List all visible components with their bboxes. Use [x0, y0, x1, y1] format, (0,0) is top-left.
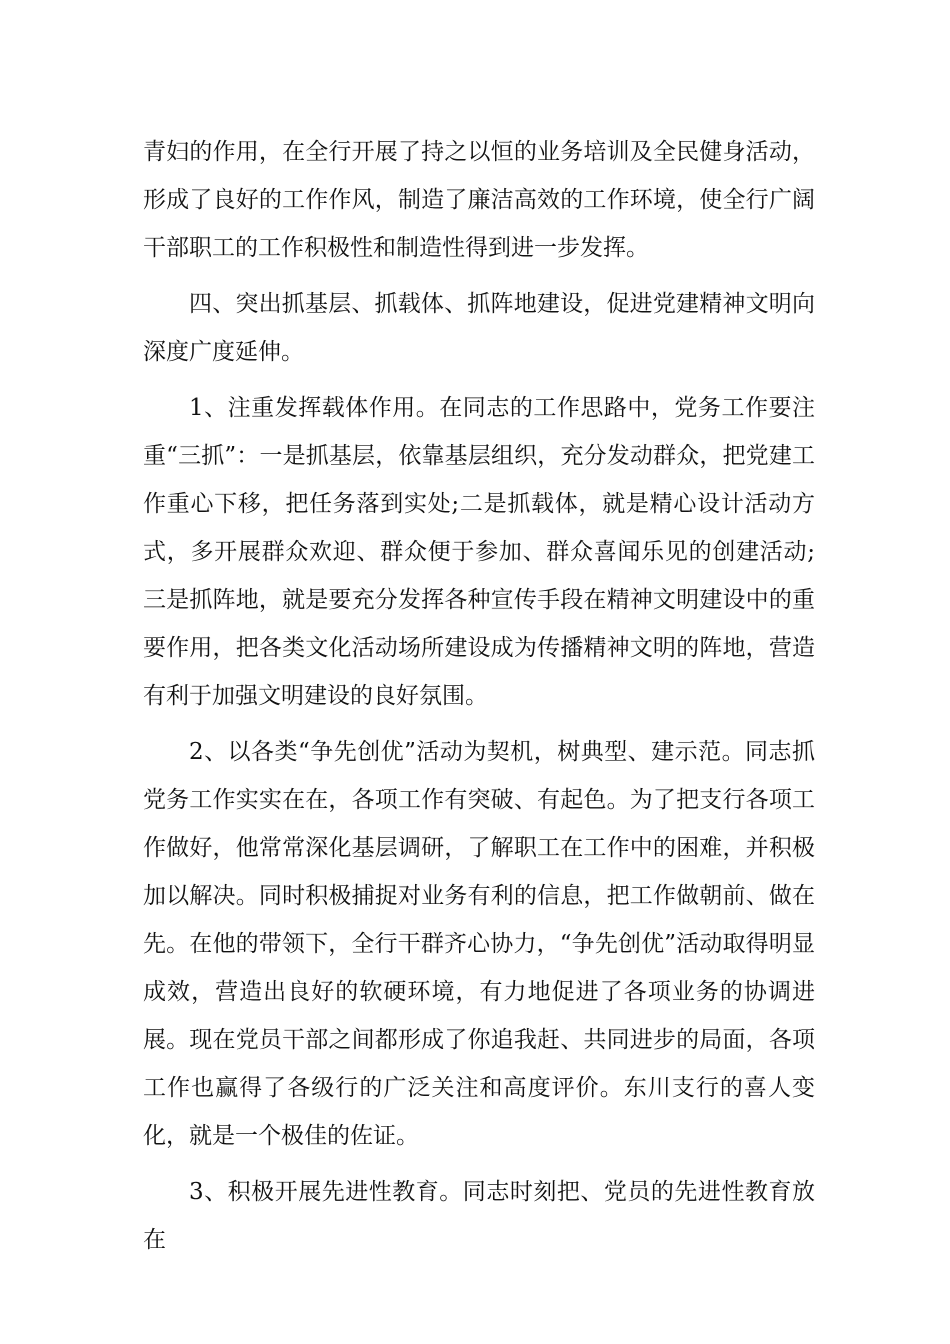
- document-page: [143, 128, 815, 1272]
- paragraph-item-3: 3、积极开展先进性教育。同志时刻把、党员的先进性教育放在: [143, 1179, 815, 1253]
- paragraph-item-1: 1、注重发挥载体作用。在同志的工作思路中，党务工作要注重“三抓”：一是抓基层，依靠基层组织，充分发动群众，把党建工作重心下移，把任务落到实处;二是抓载体，就是精心设计活动方式，多开展群众欢迎、群众便于参加、群众喜闻乐见的创建活动;三是抓阵地，就是要充分发挥各种宣传手段在精神文明建设中的重要作用，把各类文化活动场所建设成为传播精神文明的阵地，营造有利于加强文明建设的良好氛围。: [143, 395, 815, 709]
- paragraph-continuation: 青妇的作用，在全行开展了持之以恒的业务培训及全民健身活动，形成了良好的工作作风，制造了廉洁高效的工作环境，使全行广阔干部职工的工作积极性和制造性得到进一步发挥。: [143, 139, 815, 261]
- section-heading-four: 四、突出抓基层、抓载体、抓阵地建设，促进党建精神文明向深度广度延伸。: [143, 291, 815, 365]
- paragraph-item-2: 2、以各类“争先创优”活动为契机，树典型、建示范。同志抓党务工作实实在在，各项工作有突破、有起色。为了把支行各项工作做好，他常常深化基层调研，了解职工在工作中的困难，并积极加以解决。同时积极捕捉对业务有利的信息，把工作做朝前、做在先。在他的带领下，全行干群齐心协力，“争先创优”活动取得明显成效，营造出良好的软硬环境，有力地促进了各项业务的协调进展。现在党员干部之间都形成了你追我赶、共同进步的局面，各项工作也赢得了各级行的广泛关注和高度评价。东川支行的喜人变化，就是一个极佳的佐证。: [143, 739, 815, 1149]
